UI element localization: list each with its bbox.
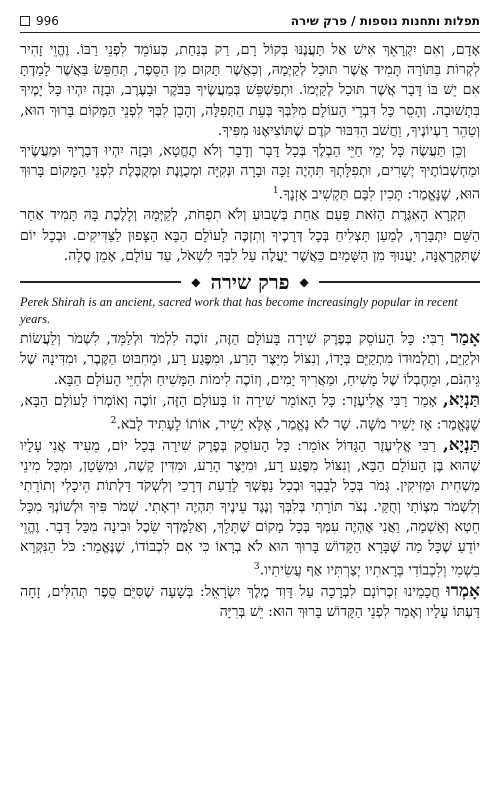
english-intro: Perek Shirah is an ancient, sacred work that has become increasingly popular in recent years. — [20, 295, 458, 327]
entry-text: רַבִּי: כָּל הָעוֹסֵק בְּפֶרֶק שִׁירָה בָּעוֹלָם הַזֶּה, זוֹכֶה לִלְמֹד וּלְלַמֵּד, לִשְׁמֹר וְלַעֲשׂוֹת וּלְקַיֵּם, וְתַלְמוּדוֹ מִתְקַיֵּם בְּיָדוֹ, וְנִצּוֹל מִיֵּצֶר הָרַע, וּמִפֶּגַע רָע, וּמֵחִבּוּט הַקֶּבֶר, וּמִדִּינָהּ שֶׁל גֵּיהִנֹּם, וּמֵחֶבְלוֹ שֶׁל מָשִׁיחַ, וּמַאֲרִיךְ יָמִים, וְזוֹכֶה לִימוֹת הַמָּשִׁיחַ וּלְחַיֵּי הָעוֹלָם הַבָּא. — [20, 331, 480, 388]
footnote-marker-1: 1 — [272, 186, 279, 197]
entry-lead-word: אָמְרוּ — [446, 581, 480, 602]
section-title: פרק שירה — [210, 269, 290, 294]
page-content — [20, 40, 480, 792]
section-title-block — [20, 269, 480, 294]
entry-lead-word: אָמַר — [450, 328, 480, 349]
entry-text: רַבִּי אֱלִיעֶזֶר הַגָּדוֹל אוֹמֵר: כָּל הָעוֹסֵק בְּפֶרֶק שִׁירָה בְּכָל יוֹם, מֵעִיד אֲנִי עָלָיו שֶׁהוּא בֶּן הָעוֹלָם הַבָּא, וְנִצּוֹל מִפֶּגַע רָע, וּמִיֵּצֶר הָרַע, וּמִדִּין קָשֶׁה, וּמִשָּׂטָן, וּמִכָּל מִינֵי מַשְׁחִית וּמַזִּיקִין. גְּמֹר בְּכָל לְבָבְךָ וּבְכָל נַפְשְׁךָ לָדַעַת דְּרָכַי וְלִשְׁקֹד דַּלְתוֹת הֵיכָלִי וְתוֹרָתִי וְלִשְׁמֹר מִצְוֹתַי וְחֻקַּי. נְצֹר תּוֹרָתִי בְּלִבְּךָ וְנֶגֶד עֵינֶיךָ תִּהְיֶה יִרְאָתִי. שְׁמֹר פִּיךָ וּלְשׁוֹנְךָ מִכָּל חֵטְא וְאַשְׁמָה, וַאֲנִי אֶהְיֶה עִמְּךָ בְּכָל מָקוֹם שֶׁתֵּלֵךְ, וְאַלַמֶּדְךָ שֵׂכֶל וּבִינָה מִכָּל דָּבָר. וֶהֱוֵי יוֹדֵעַ שֶׁכָּל מַה שֶּׁבָּרָא הַקָּדוֹשׁ בָּרוּךְ הוּא לֹא בְרָאוֹ כִּי אִם לִכְבוֹדוֹ, שֶׁנֶּאֱמַר: כֹּל הַנִּקְרָא בִשְׁמִי וְלִכְבוֹדִי בְּרָאתִיו יְצַרְתִּיו אַף עֲשִׂיתִיו. — [20, 437, 480, 579]
entry-lead-word: תַּנְיָא, — [442, 389, 481, 410]
letter-paragraph-2-text: וְכֵן תַּעֲשֶׂה כָּל יְמֵי חַיֵּי הַבְלֶךָ בְּכָל דָּבָר וְדָבָר וְלֹא תֶחֱטָא, וּבָזֶה יִהְיוּ דְּבָרֶיךָ וּמַעֲשֶׂיךָ וּמַחְשְׁבוֹתֶיךָ יְשָׁרִים, וּתְפִלָּתְךָ תִּהְיֶה זַכָּה וּבָרָה וּנְקִיָּה וּמְכֻוֶּנֶת וּמְקֻבֶּלֶת לִפְנֵי הַמָּקוֹם בָּרוּךְ הוּא, שֶׁנֶּאֱמַר: תָּכִין לִבָּם תַּקְשִׁיב אָזְנֶךָ. — [20, 143, 480, 204]
title-rule-right — [319, 281, 480, 283]
footnote-marker-2: 2 — [110, 415, 117, 426]
letter-paragraph-3: תִּקְרָא הָאִגֶּרֶת הַזֹּאת פַּעַם אַחַת בְּשָׁבוּעַ וְלֹא תִפְחֹת, לְקַיְּמָהּ וְלָלֶכֶת בָּהּ תָּמִיד אַחַר הַשֵּׁם יִתְבָּרַךְ, לְמַעַן תַּצְלִיחַ בְּכָל דְּרָכֶיךָ וְתִזְכֶּה לָעוֹלָם הַבָּא הַצָּפוּן לַצַּדִּיקִים. וּבְכָל יוֹם שֶׁתִּקְרָאֶנָּה, יַעֲנוּךָ מִן הַשָּׁמַיִם כַּאֲשֶׁר יַעֲלֶה עַל לִבְּךָ לִשְׁאֹל, עַד עוֹלָם, אָמֵן סֶלָה. — [20, 207, 480, 264]
footnote-marker-3: 3 — [253, 562, 260, 573]
running-header — [20, 10, 480, 33]
diamond-ornament-icon: ◆ — [299, 274, 309, 289]
letter-paragraph-1: אָדָם, וְאִם יִקְרָאֵךְ אִישׁ אַל תַּעֲנֶנּוּ בְּקוֹל רָם, רַק בְּנַחַת, כְּעוֹמֵד לִפְנֵי רַבּוֹ. וֶהֱוֵי זָהִיר לִקְרוֹת בַּתּוֹרָה תָּמִיד אֲשֶׁר תּוּכַל לְקַיְּמָהּ, וְכַאֲשֶׁר תָּקוּם מִן הַסֵּפֶר, תְּחַפֵּשׂ בַּאֲשֶׁר לָמַדְתָּ אִם יֵשׁ בּוֹ דָּבָר אֲשֶׁר תּוּכַל לְקַיְּמוֹ. וּתְפַשְׁפֵּשׁ בְּמַעֲשֶׂיךָ בַּבֹּקֶר וּבָעֶרֶב, וּבָזֶה יִהְיוּ כָּל יָמֶיךָ בִּתְשׁוּבָה. וְהָסֵר כָּל דִּבְרֵי הָעוֹלָם מִלִּבְּךָ בְּעֵת הַתְּפִלָּה, וְהָכֵן לִבְּךָ לִפְנֵי הַמָּקוֹם בָּרוּךְ הוּא, וְטַהֵר רַעְיוֹנֶיךָ, וַחֲשֹׁב הַדִּבּוּר קֹדֶם שֶׁתּוֹצִיאֶנּוּ מִפִּיךָ. — [20, 42, 480, 139]
entry-tanya-2 — [20, 435, 480, 581]
square-ornament-icon — [20, 16, 30, 26]
diamond-ornament-icon: ◆ — [191, 274, 201, 289]
letter-paragraph-2 — [20, 141, 480, 205]
title-rule-left — [20, 281, 181, 283]
entry-tanya-1 — [20, 390, 480, 435]
entry-text: חֲכָמֵינוּ זִכְרוֹנָם לִבְרָכָה עַל דָּוִד מֶלֶךְ יִשְׂרָאֵל: בְּשָׁעָה שֶׁסִּיֵּם סֵפֶר תְּהִלִּים, זָחָה דַּעְתּוֹ עָלָיו וְאָמַר לִפְנֵי הַקָּדוֹשׁ בָּרוּךְ הוּא: יֵשׁ בְּרִיָּה — [20, 584, 480, 621]
entry-lead-word: תַּנְיָא, — [442, 434, 481, 455]
running-title: תפלות ותחנות נוספות / פרק שירה — [290, 14, 480, 28]
entry-text: אָמַר רַבִּי אֱלִיעֶזֶר: כָּל הָאוֹמֵר שִׁירָה זוֹ בָּעוֹלָם הַזֶּה, זוֹכֶה וְאוֹמְרוֹ לָעוֹלָם הַבָּא, שֶׁנֶּאֱמַר: אָז יָשִׁיר מֹשֶׁה. שָׁר לֹא נֶאֱמַר, אֶלָּא יָשִׁיר, אוֹתוֹ לֶעָתִיד לָבֹא. — [20, 392, 480, 433]
entry-amar — [20, 328, 480, 390]
page-number-group — [20, 14, 59, 28]
entry-amru — [20, 581, 480, 622]
page-number: 996 — [36, 14, 59, 28]
